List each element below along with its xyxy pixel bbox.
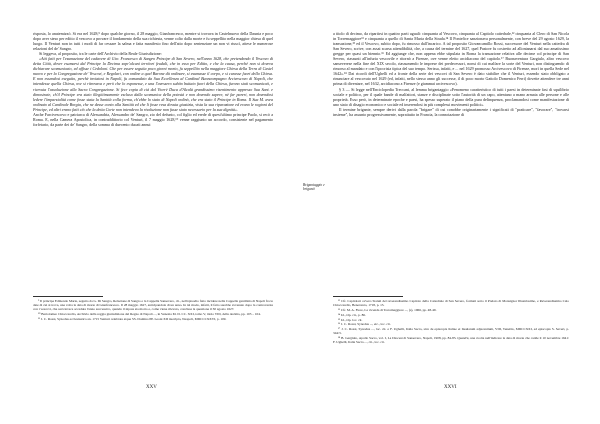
footnote: ¹⁰ Bartolomeo Chioccarello, Archivio della reggia giurisdizione del Regno di Napoli ..., in Venezia M. D. CC. XXI, tomo V, titolo VIII, della decima, pp. 103 – 104. — [38, 312, 261, 317]
paragraph: Anche Farcivescovo e patriarca di Alessandria, Alessandro de' Sangro, zio del defunto, col figlio ed erede di quest'ultimo principe Paolo, si recò a Roma. E, nella Camera Apostolica, in contraddittorio col Venturi, il 7 maggio 1628,¹⁰ venne raggiunto un accordo, consistente nel pagamento forfetario, da parte dei de' Sangro, della somma di duecento ducati annui — [33, 111, 273, 127]
footnote: ¹¹ J. C. Rossi, Synodus ecclesiastica an. 1715 Venturi celebrata atque SS. Domino PP. Leoni XII inscripta, Neapoli, MDCCCXXVI, p. 109. — [38, 317, 227, 321]
footnote: ¹⁷ J. C. Rossi, Synodus ..., loc. cit. e F. Ughelli, Italia Sacra, sive de episcopis Italiae et Insularum adjacentium, VIII, Venetiis, MDCCXXI, ed episcopis S. Severi, p. 344/3. — [333, 327, 569, 336]
paragraph: § 3 — Si legge nell'Enciclopedia Treccani, al lemma brigantaggio «Fenomeno caratteristico di tutti i paesi in determinate fasi di squilibrio sociale e politico, per il quale bande di malfattori, stanze e disciplinate sotto l'autorità di un capo, attentano a mano armata alle persone e alle proprietà. Esso però, in determinate epoche e paesi, ha spesso superato il piano della pura delinquenza, proclamandosi come manifestazione di uno stato di disagio economico e sociale ed inserendosi in più complessi movimenti politici». — [333, 86, 569, 107]
footnote-rule — [333, 296, 403, 297]
page-number: XXV — [146, 385, 157, 390]
paragraph: a titolo di decimo, da ripartirsi in quattro parti uguali: cinquanta al Vescovo, cinquanta al Capitolo cattedrale,¹² cinquanta al Clero di San Nicola in Torremaggiore¹³ e cinquanta a quello di Santa Maria della Strada.¹⁴ Il Pontefice sanzionava personalmente, con breve del 29 agosto 1629, la transazione,¹⁵ ed il Vescovo, subito dopo, fu rimosso dall'incarico. A tal proposito Giovancamillo Rossi, successore del Venturi nella cattedra di San Severo, scrive, con assai scarsa attendibilità, che, a causa del termine del 1627, quel Pastore fu costretto ad allontanarsi dal suo amatissimo gregge per quasi un biennio.¹⁶ Ed aggiunge che, non appena ebbe stipulata in Roma la transazione relativa alle decime col principe di San Severo, riassunti all'infuria vescovile e ritornò a Firenze, ove venne eletto arcidiacono del capitolo.¹⁷ Buonaventura Gargiulo, altro vescovo sanseverese nella fine del XIX secolo, riassumendo le imprese dei predecessori, nonsi di cui malfare la sorte del Venturi, non distinguendo di rimorso al mandato e con l'ipocrisia tipica del suo tempo. Serissa, infatti, e ... nel 1629 promosso Arcivescovo di Firenze, morì in quella Sede nel 1642».¹⁸ Dai ricordi dell'Ughelli ed a fronte della serie dei vescovi di San Severo è dato stabilire che il Venturi, essendo stato obbligato a rinunciare al vescovato nel 1629 (ed, infatti, nello stesso anno gli successe, il di poco morto Gattolo Domenico Ferri) dovette attendere tre anni prima di diventare, nel 1632, arcidiacono a Firenze (e giammai arcivescovo). — [333, 31, 569, 87]
footnote: ¹⁸ B. Gargiulo, Apollo Sacro, vol. I, La Diocesi di Sansevero, Napoli, 1908, pp. 84-85. Quand'è, una svolta nell'indicare la data di morte che cadde il 10 novembre 1641: F. Ughelli, Italia Sacra ..., cit., loc. cit. — [333, 336, 569, 345]
footnote: ¹⁵ Id., Op. loc. cit. — [338, 317, 363, 322]
footnote: ¹³ Cfr. M. A. Fiore, La vicenda di Torremaggiore ..., (s), 1966, pp. 48-49. — [338, 308, 437, 312]
left-body-text — [33, 31, 273, 294]
footnote: ¹² Cfr. Capitolari ovvero Statuti del reverendissimo Capitolo della Cattedrale di San Severo, formati sotto il Prelato di Monsignor Illustrissimo, e Reverendissimo Calo Chioccarello, Benevento, 1718, p. 13. — [333, 299, 569, 308]
footnote: ¹⁶ J. C. Rossi, Synodus ..., etc., loc. cit. — [338, 322, 391, 327]
footnote-rule — [33, 296, 103, 297]
left-footnotes — [33, 299, 273, 371]
quotation: «Atti fatti per l'esumazione del cadavere di Gio: Francesco di Sangro Principe di San Severo, nell'anno 1628, che pretendendo il Vescovo di detta Città, dover esumarsi dal Principe la Decima sopr'alcuni territori feudali, che in esso per Editto, e che la causa, perchè non si doveva dichiarare scomunicato, ed affisse i Cedoloni. Che per essere seguita poco giorni morto, fu seppellito nella maggiore Chiesa della Terra di Castel nuovo e per la Congregazione de' Vescovi, e Regolari, con ordine a quel Barone dà ordinare, si esumasse il corpo, e si curasse fuori della Chiesa. E non essendosi eseguito, perchè inviatosi in Napoli, fu comandato da Sua Eccellenza al Cardinal Buoncompagno Arcivescovo di Napoli, che intendesse quella Chiesa, ove si ritrovava e però che lo esponesse, e una l'avessero subito buttato fuori della Chiesa, furono stati scomunicati, e ricevuta l'assoluzione alla Sacra Congregazione. Si fece copia di cià dal Vicerè Duca d'Alcalà grandissimo risentimento appresso Sua Sant. e dimostrate, ch'il Principe era stato illegittimamente escluso dalla scomunica della potestà e non dovendo sapere, nè far pareri, non dovendosi ledere l'imparzialità come fosse stata la Santità colla forma, ch'ebbe lo stato di Napoli ordinò, che era stato il Principe in Roma. Il Sua M. avea ordinato al Cardinale Borgia, che ne desse conto alla Santità ed che li fosse resa dovuta giustizia, vista la sua riparazione ed erano le ragioni del Principe, ed altri erano fatti ciò che la detta Corte non intendeva la risoluzione non fusse stato necessario per la sua dignità». — [33, 56, 273, 112]
page-number: XXVI — [444, 385, 457, 390]
right-body-text — [333, 31, 569, 294]
footnote: ¹⁴ Id., Op. cit., p. 86. — [338, 312, 366, 317]
right-footnotes — [333, 299, 569, 373]
right-page — [300, 0, 600, 424]
margin-note: Brigantaggio e briganti — [303, 183, 325, 192]
paragraph: risposta, lo anatemizzò. Si era nel 1628;⁹ dopo qualche giorno, il 28 maggio, Gianfrancesco, mentre si trovava in Castelnuovo della Daunia e poco dopo aver steso per editto il vescovo a provare il fondamento della sua richiesta, venne colto dalla morte e fu seppellito nella maggior chiesa di quel luogo. Il Venturi non in tutti i modi di far cessare la salma e fatta manifesto fino dell'atto dopo sentenziare un non vi riuscì, attese le numerose relazioni del de' Sangro. — [33, 31, 273, 52]
footnote: ⁹ Il principe Edmondo Maria, seguito da G. Di Sangro, Relazione di Sangro e la Cappella Sansevero, cit., nell'episodio fatto incidere nella Cappella gentilizia di Napoli fra le date di cui si trova, una volta la data di morte di Gianfrancesco. Il 28 maggio 1627, anticipandola di un anno. In tal modo, infatti, il fatto sarebbe avvenuto dopo la controversia con i vescovi, che sarà invece accaduta l'anno successivo, quando il nipote sia morto e, come viene rilevato, conclusa la questione il 30 agosto 1627. — [33, 299, 273, 312]
paragraph: Si leggeva, al proposito, tra le carte dell'Archivio della Reale Giurisdizione: — [39, 51, 162, 57]
paragraph: Il termine brigante, sempre derivi dalla parola "brigare" di cui conobbe originariamente i significati di "praticare", "favorare", "trovarsi insieme", ha assunto progressivamente, soprattutto in Francia, la connotazione di — [333, 106, 569, 117]
